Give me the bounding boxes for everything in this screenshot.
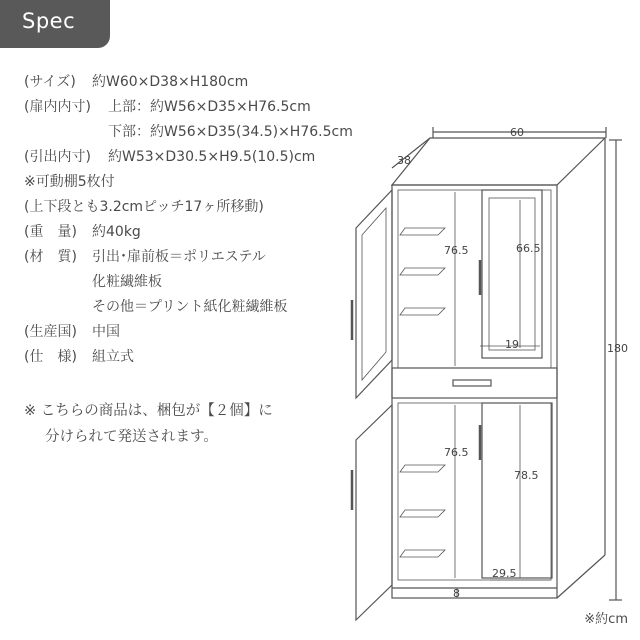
spec-label: (生産国) <box>24 324 77 340</box>
dim-width-label: 60 <box>510 126 524 139</box>
spec-value: 約W53×D30.5×H9.5(10.5)cm <box>108 149 316 165</box>
spec-label: (扉内内寸) <box>24 99 91 115</box>
dim-plinth-label: 8 <box>453 587 460 600</box>
spec-value: 引出･扉前板＝ポリエステル <box>92 249 266 265</box>
spec-value: 化粧繊維板 <box>92 274 162 290</box>
upper-shelves <box>400 228 445 315</box>
upper-left-glass <box>362 208 386 380</box>
spec-label: (重 量) <box>24 224 77 240</box>
section-tag <box>0 0 110 48</box>
drawer <box>392 368 557 398</box>
spec-value: (上下段とも3.2cmピッチ17ヶ所移動) <box>24 199 264 215</box>
shipping-note <box>24 398 273 450</box>
spec-value: 中国 <box>92 324 120 340</box>
cabinet-diagram <box>340 120 640 640</box>
dim-upper-depth-label: 19 <box>505 338 519 351</box>
dim-upper-glass-label: 66.5 <box>516 242 541 255</box>
lower-right-door <box>482 403 552 578</box>
unit-note: ※約cm <box>584 612 628 627</box>
spec-label: (引出内寸) <box>24 149 91 165</box>
spec-value: 約W60×D38×H180cm <box>92 74 249 90</box>
spec-value: 下部：約W56×D35(34.5)×H76.5cm <box>108 124 353 140</box>
spec-value: ※可動棚5枚付 <box>24 174 115 190</box>
dim-height-label: 180 <box>607 342 628 355</box>
spec-label: (材 質) <box>24 249 77 265</box>
lower-compartment <box>398 403 551 580</box>
dim-lower-inner-label: 76.5 <box>444 446 469 459</box>
spec-value: 上部：約W56×D35×H76.5cm <box>108 99 311 115</box>
dim-lower-depth-label: 29.5 <box>492 567 517 580</box>
cabinet-side-edge <box>557 555 605 598</box>
section-tag-label: Spec <box>22 9 76 33</box>
cabinet-top <box>392 138 605 185</box>
lower-left-door <box>356 405 392 620</box>
spec-label: (仕 様) <box>24 349 77 365</box>
dim-upper-inner-label: 76.5 <box>444 244 469 257</box>
shipping-note-line2: 分けられて発送されます。 <box>45 429 218 445</box>
upper-right-door <box>482 190 542 358</box>
dim-depth-label: 38 <box>397 154 411 167</box>
drawer-handle <box>453 380 491 386</box>
shipping-note-line1: ※ こちらの商品は、梱包が【２個】に <box>24 403 273 419</box>
spec-value: その他＝プリント紙化粧繊維板 <box>92 299 288 315</box>
upper-right-glass <box>489 198 535 350</box>
lower-shelves <box>400 465 445 557</box>
spec-label: (サイズ) <box>24 74 76 90</box>
upper-compartment <box>398 190 551 368</box>
spec-value: 約40kg <box>92 224 141 240</box>
dim-lower-right-label: 78.5 <box>514 469 539 482</box>
spec-value: 組立式 <box>92 349 134 365</box>
